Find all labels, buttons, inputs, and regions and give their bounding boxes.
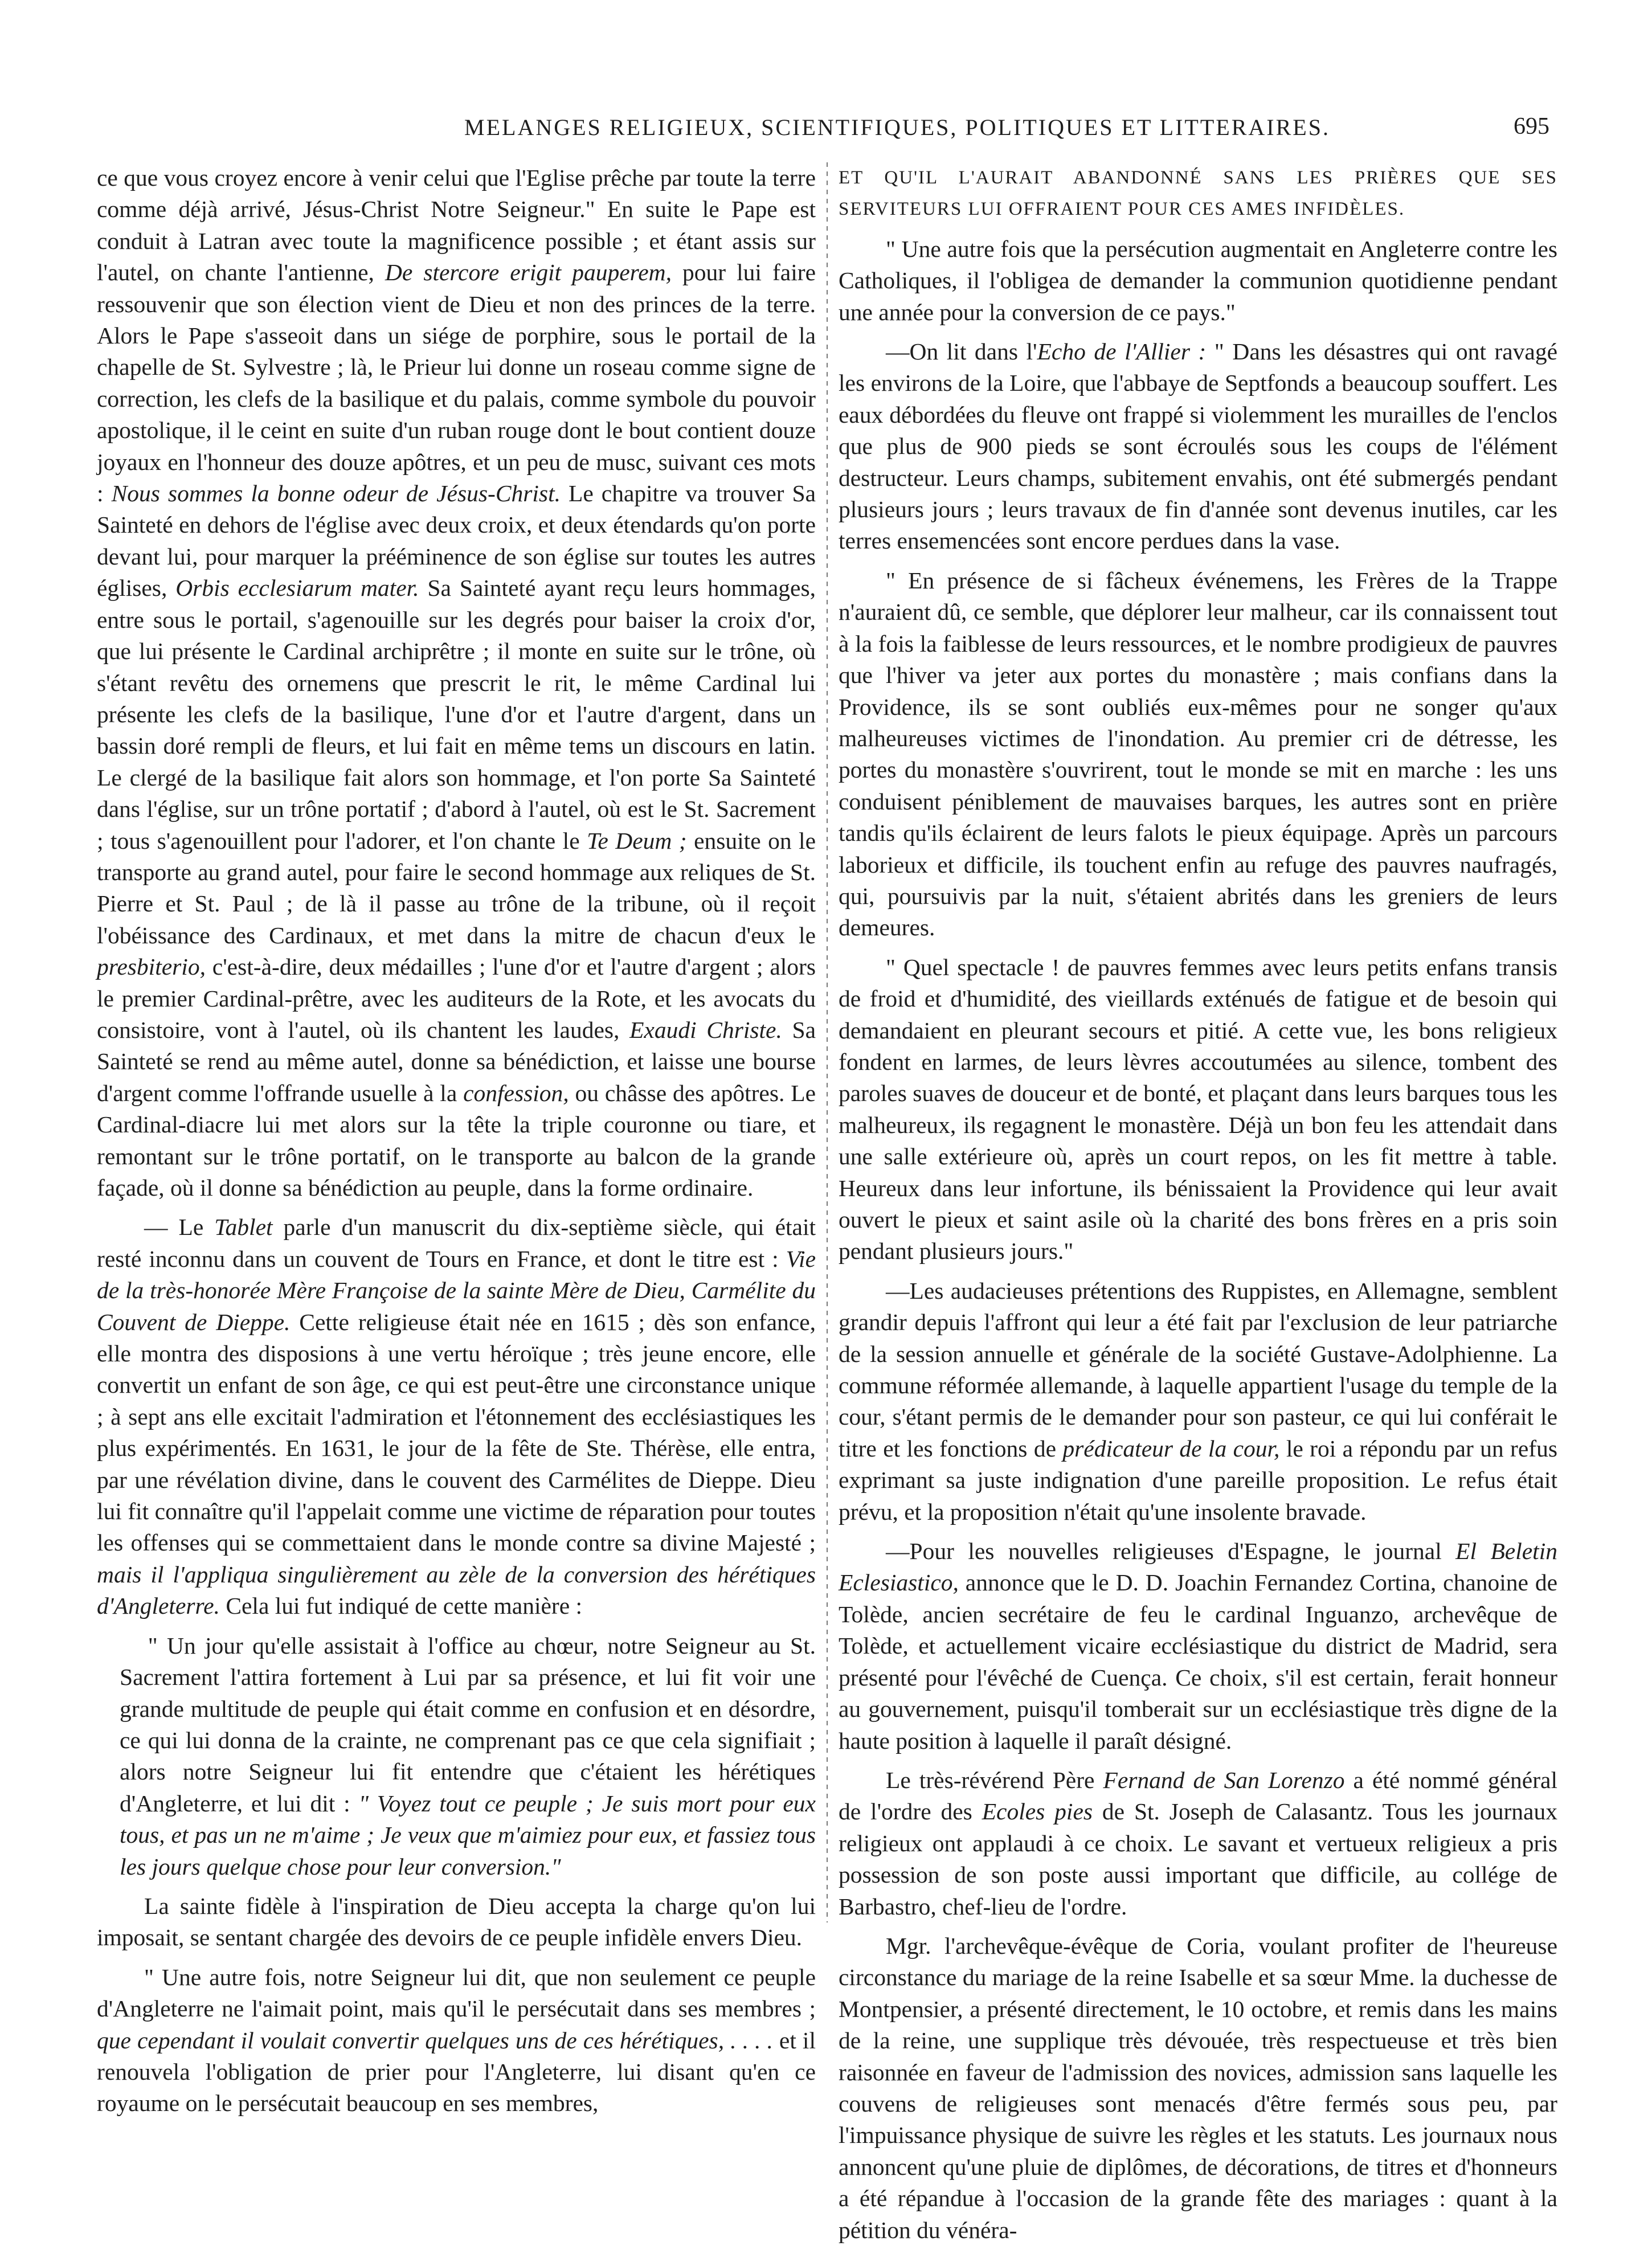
text-run: Cela lui fut indiqué de cette manière : — [219, 1593, 583, 1619]
text-run: Le chapitre va trouver Sa Sainteté en dehors de l'église avec deux croix, et deux étendards qu'on porte devant lui, pour marquer la prééminence de son église sur toutes les autres églises, — [97, 480, 816, 602]
text-run: Le très-révérend Père — [886, 1766, 1103, 1793]
italic-text: Te Deum ; — [587, 827, 687, 854]
text-run: —On lit dans l' — [886, 338, 1037, 365]
text-run: — Le — [144, 1214, 215, 1241]
text-run: ce que vous croyez encore à venir celui que l'Eglise prêche par toute la terre comme déjà arrivé, Jésus-Christ Notre Seigneur." En suite le Pape est conduit à Latran avec toute la magnificence possible ; et étant assis sur l'autel, on chante l'antienne, — [97, 165, 816, 286]
text-run: Sa Sainteté se rend au même autel, donne sa bénédiction, et laisse une bourse d'argent comme l'offrande usuelle à la — [97, 1016, 816, 1106]
italic-text: Echo de l'Allier : — [1037, 338, 1207, 365]
paragraph — [97, 1891, 816, 1954]
paragraph — [839, 1930, 1557, 2246]
text-run: " En présence de si fâcheux événemens, les Frères de la Trappe n'auraient dû, ce semble, que déplorer leur malheur, car ils connaissent tout à la fois la faiblesse de leurs ressources, et le nombre prodigieux de pauvres que l'hiver va jeter aux portes du monastère ; mais confians dans la Providence, ils se sont oubliés eux-mêmes pour ne songer qu'aux malheureuses victimes de l'inondation. Au premier cri de détresse, les portes du monastère s'ouvrirent, tout le monde se mit en marche : les uns conduisent péniblement de mauvaises barques, les autres sont en prière tandis qu'ils éclairent de leurs falots le pieux équipage. Après un parcours laborieux et difficile, ils touchent enfin au refuge des pauvres naufragés, qui, poursuivis par la nuit, s'étaient abrités dans les greniers de leurs demeures. — [839, 567, 1557, 941]
italic-text: Tablet — [214, 1214, 273, 1241]
text-run: " Une autre fois que la persécution augmentait en Angleterre contre les Catholiques, il l'obligea de demander la communion quotidienne pendant une année pour la conversion de ce pays." — [839, 235, 1557, 325]
italic-text: Fernand de San Lorenzo — [1103, 1766, 1345, 1793]
text-run: annonce que le D. D. Joachin Fernandez Cortina, chanoine de Tolède, ancien secrétaire de feu le cardinal Inguanzo, archevêque de Tolède, et actuellement vicaire ecclésiastique du district de Madrid, sera présenté pour l'évêché de Cuença. Ce choix, s'il est certain, ferait honneur au gouvernement, puisqu'il tomberait sur un ecclésiastique très digne de la haute position à laquelle il paraît désigné. — [839, 1569, 1557, 1754]
text-run: de St. Joseph de Calasantz. Tous les journaux religieux ont applaudi à ce choix. Le savant et vertueux religieux a pris possession de son poste aussi important que difficile, au collége de Barbastro, chef-lieu de l'ordre. — [839, 1798, 1557, 1920]
paragraph — [97, 1212, 816, 1622]
text-run: ensuite on le transporte au grand autel, pour faire le second hommage aux reliques de St. Pierre et St. Paul ; de là il passe au trône de la tribune, où il reçoit l'obéissance des Cardinaux, et met dans la mitre de chacun d'eux le — [97, 827, 816, 948]
column-divider — [827, 162, 828, 1922]
paragraph — [839, 1536, 1557, 1757]
quotation — [97, 1630, 816, 1883]
italic-text: " Voyez tout ce peuple ; Je suis mort pour eux tous, et pas un ne m'aime ; Je veux que m'aimiez pour eux, et fassiez tous les jours quelque chose pour leur conversion." — [120, 1790, 816, 1880]
text-run: Sa Sainteté ayant reçu leurs hommages, entre sous le portail, s'agenouille sur les degrés pour baiser la croix d'or, que lui présente le Cardinal archiprêtre ; il monte en suite sur le trône, où s'étant revêtu des ornemens que prescrit le rit, le même Cardinal lui présente les clefs de la basilique, l'une d'or et l'autre d'argent, dans un bassin doré rempli de fleurs, et lui fait en même tems un discours en latin. Le clergé de la basilique fait alors son hommage, et l'on porte Sa Sainteté dans l'église, sur un trône portatif ; d'abord à l'autel, où est le St. Sacrement ; tous s'agenouillent pour l'adorer, et l'on chante le — [97, 575, 816, 854]
text-run: " Dans les désastres qui ont ravagé les environs de la Loire, que l'abbaye de Septfonds a beaucoup souffert. Les eaux débordées du fleuve ont frappé si violemment les murailles de l'enclos que plus de 900 pieds se sont écroulés sous les coups de l'élément destructeur. Leurs champs, subitement envahis, ont été submergés pendant plusieurs jours ; leurs travaux de fin d'année sont devenus inutiles, car les terres ensemencées sont encore perdues dans la vase. — [839, 338, 1557, 554]
text-run: et il renouvela l'obligation de prier pour l'Angleterre, lui disant qu'en ce royaume on le persécutait beaucoup en ses membres, — [97, 2027, 816, 2117]
italic-text: De stercore erigit pauperem, — [385, 259, 672, 286]
italic-text: Nous sommes la bonne odeur de Jésus-Christ. — [111, 480, 561, 507]
text-run: a été nommé général de l'ordre des — [839, 1766, 1557, 1825]
paragraph-continuation: ET QU'IL L'AURAIT ABANDONNÉ SANS LES PRIÈRES QUE SES SERVITEURS LUI OFFRAIENT POUR CES AMES INFIDÈLES. — [839, 167, 1557, 220]
paragraph — [839, 565, 1557, 944]
text-run: " Quel spectacle ! de pauvres femmes avec leurs petits enfans transis de froid et d'humidité, des vieillards exténués de fatigue et de besoin qui demandaient en pleurant secours et pitié. A cette vue, les bons religieux fondent en larmes, de leurs lèvres accoutumées au silence, tombent des paroles suaves de douceur et de bonté, et plaçant dans leurs barques tous les malheureux, ils regagnent le monastère. Déjà un bon feu les attendait dans une salle extérieure où, après un court repos, on les fit mettre à table. Heureux dans leur infortune, ils bénissaient la Providence qui leur avait ouvert le pieux et saint asile où la charité des bons frères en a pris soin pendant plusieurs jours." — [839, 954, 1557, 1265]
paragraph — [97, 162, 816, 1204]
left-column — [97, 162, 816, 2117]
text-run: pour lui faire ressouvenir que son élection vient de Dieu et non des princes de la terre. Alors le Pape s'asseoit dans un siége de porphire, sous le portail de la chapelle de St. Sylvestre ; là, le Prieur lui donne un roseau comme signe de correction, les clefs de la basilique et du palais, comme symbole du pouvoir apostolique, il le ceint en suite d'un ruban rouge dont le bout contient douze joyaux en l'honneur des douze apôtres, et un peu de musc, suivant ces mots : — [97, 259, 816, 507]
italic-text: Orbis ecclesiarum mater. — [175, 575, 419, 602]
italic-text: Vie de la très-honorée Mère Françoise de la sainte Mère de Dieu, Carmélite du Couvent de Dieppe. — [97, 1245, 816, 1335]
text-run: —Pour les nouvelles religieuses d'Espagne, le journal — [886, 1538, 1456, 1565]
italic-text: que cependant il voulait convertir quelques uns de ces hérétiques, . . . . — [97, 2027, 773, 2053]
italic-text: Ecoles pies — [982, 1798, 1093, 1825]
italic-text: mais il l'appliqua singulièrement au zèle de la conversion des hérétiques d'Angleterre. — [97, 1561, 816, 1619]
running-title: MELANGES RELIGIEUX, SCIENTIFIQUES, POLITIQUES ET LITTERAIRES. — [464, 114, 1330, 140]
paragraph — [839, 952, 1557, 1267]
italic-text: confession, — [463, 1079, 569, 1106]
italic-text: presbiterio, — [97, 954, 206, 980]
text-run: Cette religieuse était née en 1615 ; dès son enfance, elle montra des disposions à une vertu héroïque ; très jeune encore, elle convertit un enfant de son âge, ce qui est peut-être une circonstance unique ; à sept ans elle excitait l'admiration et l'étonnement des ecclésiastiques les plus expérimentés. En 1631, le jour de la fête de Ste. Thérèse, elle entra, par une révélation divine, dans le couvent des Carmélites de Dieppe. Dieu lui fit connaître qu'il l'appelait comme une victime de réparation pour toutes les offenses qui se commettaient dans le monde contre sa divine Majesté ; — [97, 1308, 816, 1556]
italic-text: prédicateur de la cour, — [1062, 1435, 1280, 1462]
text-run: le roi a répondu par un refus exprimant sa juste indignation d'une pareille proposition. Le refus était prévu, et la proposition n'était qu'une insolente bravade. — [839, 1435, 1557, 1525]
page-number: 695 — [1514, 113, 1549, 140]
paragraph — [97, 1962, 816, 2120]
text-run: Mgr. l'archevêque-évêque de Coria, voulant profiter de l'heureuse circonstance du mariage de la reine Isabelle et sa sœur Mme. la duchesse de Montpensier, a présenté directement, le 10 octobre, et remis dans les mains de la reine, une supplique très dévouée, très respectueuse et très bien raisonnée en faveur de l'admission des novices, admission sans laquelle les couvens de religieuses sont menacés d'être fermés sous peu, par l'impuissance physique de suivre les règles et les statuts. Les journaux nous annoncent qu'une pluie de diplômes, de décorations, de titres et d'honneurs a été répandue à l'occasion de la grande fête des mariages : quant à la pétition du vénéra- — [839, 1932, 1557, 2243]
text-run: —Les audacieuses prétentions des Ruppistes, en Allemagne, semblent grandir depuis l'affront qui leur a été fait par l'exclusion de leur patriarche de la session annuelle et générale de la société Gustave-Adolphienne. La commune réformée allemande, à laquelle appartient l'usage du temple de la cour, s'étant permis de le demander pour son pasteur, ce qui lui conférait le titre et les fonctions de — [839, 1277, 1557, 1462]
text-run: " Une autre fois, notre Seigneur lui dit, que non seulement ce peuple d'Angleterre ne l'aimait point, mais qu'il le persécutait dans ses membres ; — [97, 1963, 816, 2022]
paragraph — [839, 234, 1557, 328]
paragraph — [839, 1275, 1557, 1528]
text-run: La sainte fidèle à l'inspiration de Dieu accepta la charge qu'on lui imposait, se sentant chargée des devoirs de ce peuple infidèle envers Dieu. — [97, 1892, 816, 1951]
text-run: c'est-à-dire, deux médailles ; l'une d'or et l'autre d'argent ; alors le premier Cardinal-prêtre, avec les auditeurs de la Rote, et les avocats du consistoire, vont à l'autel, où ils chantent les laudes, — [97, 954, 816, 1043]
text-run: " Un jour qu'elle assistait à l'office au chœur, notre Seigneur au St. Sacrement l'attira fortement à Lui par sa présence, et lui fit voir une grande multitude de peuple qui était comme en confusion et en désordre, ce qui lui donna de la crainte, ne comprenant pas ce que cela signifiait ; alors notre Seigneur lui fit entendre que c'étaient les hérétiques d'Angleterre, et lui dit : — [120, 1632, 816, 1817]
text-run: parle d'un manuscrit du dix-septième siècle, qui était resté inconnu dans un couvent de Tours en France, et dont le titre est : — [97, 1214, 816, 1272]
right-column — [839, 162, 1557, 2243]
italic-text: Exaudi Christe. — [629, 1016, 782, 1043]
paragraph — [839, 1765, 1557, 1922]
paragraph — [839, 336, 1557, 557]
text-run: ou châsse des apôtres. Le Cardinal-diacre lui met alors sur la tête la triple couronne ou tiare, et remontant sur le trône portatif, on le transporte au balcon de la grande façade, où il donne sa bénédiction au peuple, dans la forme ordinaire. — [97, 1079, 816, 1201]
italic-text: El Beletin Eclesiastico, — [839, 1538, 1557, 1596]
